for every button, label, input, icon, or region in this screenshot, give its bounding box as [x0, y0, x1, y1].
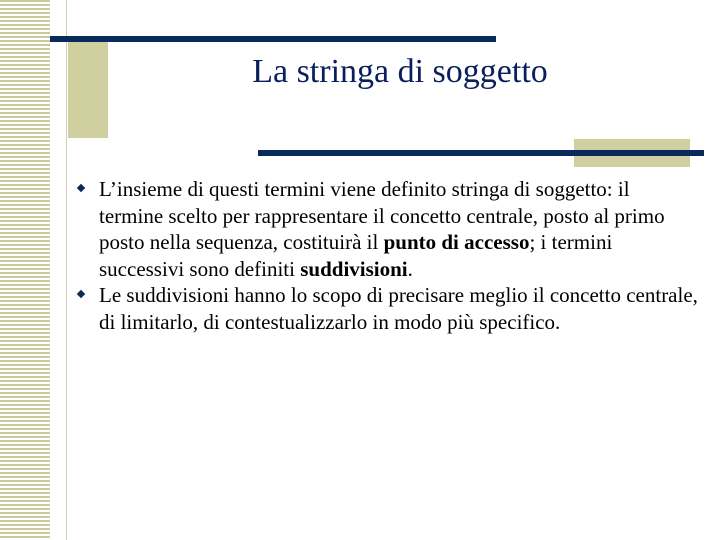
title-top-bar: [50, 36, 496, 42]
bold-term-suddivisioni: suddivisioni: [300, 256, 408, 281]
text-segment: L’insieme di questi termini viene definito stringa di soggetto: il termine scelto per rappresentare il concetto centrale, posto al primo posto nella sequenza, costituirà il: [99, 177, 665, 254]
decorative-title-block: [68, 36, 108, 138]
text-segment: Le suddivisioni hanno lo scopo di precisare meglio il concetto centrale, di limitarlo, di contestualizzarlo in modo più specifico.: [99, 283, 698, 334]
slide-title: La stringa di soggetto: [252, 53, 548, 90]
diamond-bullet-icon: [77, 184, 85, 192]
decorative-vertical-line: [66, 0, 67, 540]
title-bottom-bar: [258, 150, 704, 156]
slide-content: [78, 176, 698, 335]
bold-term-punto-di-accesso: punto di accesso: [383, 230, 530, 254]
bullet-item-1: [78, 176, 698, 282]
text-segment: ; i termini successivi sono definiti: [99, 230, 613, 281]
bullet-text: [99, 282, 698, 335]
text-segment: .: [407, 256, 413, 281]
bullet-item-2: [78, 282, 698, 335]
bullet-text: [99, 176, 698, 282]
diamond-bullet-icon: [77, 290, 85, 298]
decorative-stripe-band: [0, 0, 50, 540]
